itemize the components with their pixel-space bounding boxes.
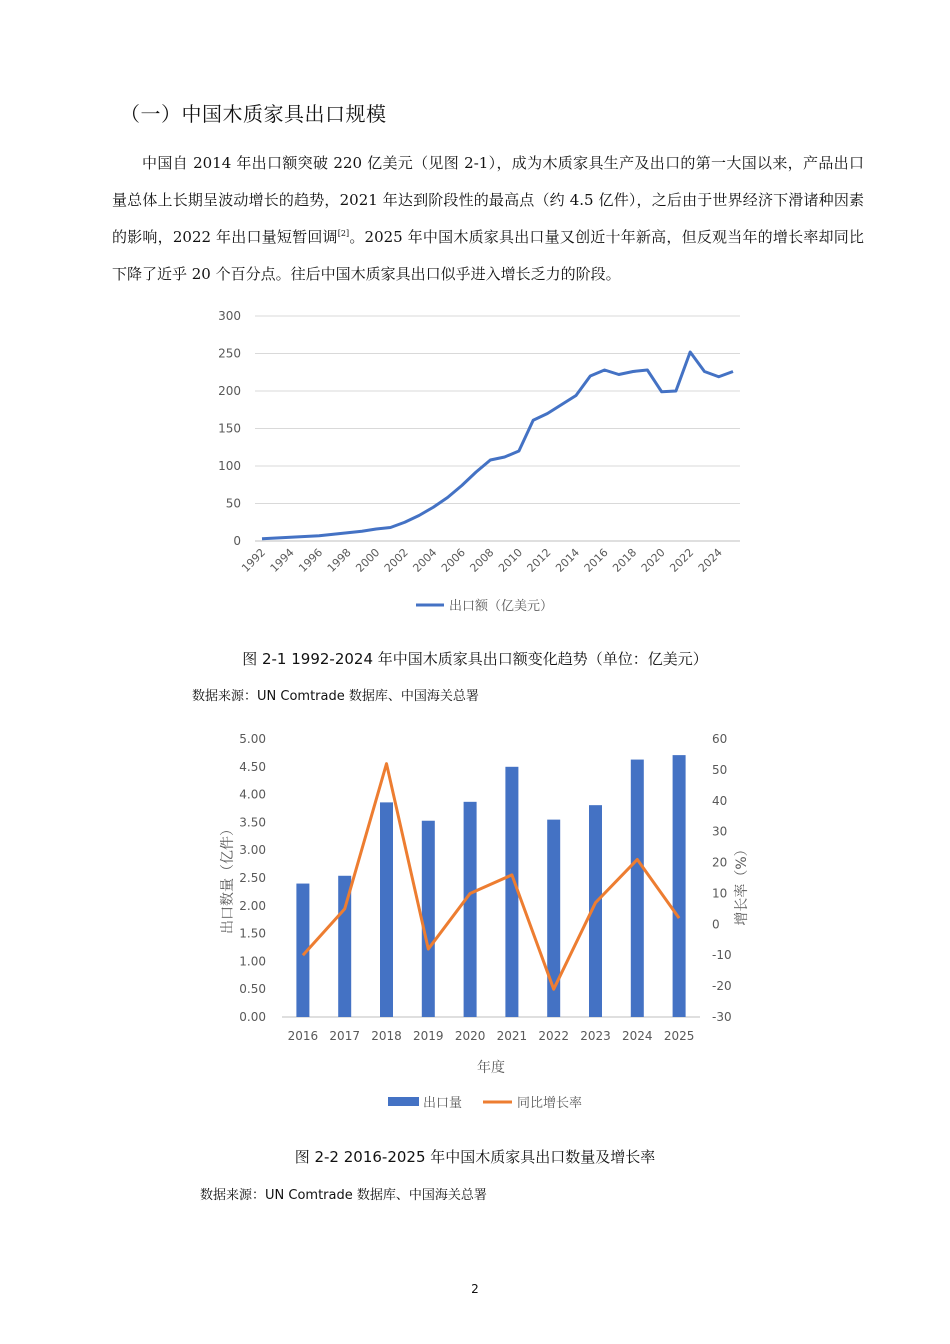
x-axis-title: 年度	[477, 1060, 505, 1076]
figure1-source: 数据来源：UN Comtrade 数据库、中国海关总署	[192, 689, 479, 704]
y-right-tick-label: -20	[712, 979, 732, 994]
x-tick-label: 2002	[381, 545, 411, 575]
x-tick-label: 1992	[239, 545, 269, 575]
y-right-tick-label: 60	[712, 732, 728, 746]
section-heading: （一）中国木质家具出口规模	[120, 102, 387, 126]
x-tick-label: 2022	[667, 545, 697, 575]
x-tick-label: 2023	[580, 1029, 611, 1043]
bar-export-quantity	[464, 802, 477, 1017]
x-tick-label: 2021	[496, 1029, 528, 1043]
y-right-tick-label: 0	[712, 917, 720, 932]
bar-export-quantity	[673, 755, 686, 1017]
y-right-tick-label: -10	[712, 948, 732, 963]
x-tick-label: 2010	[496, 545, 526, 575]
x-tick-label: 2018	[610, 545, 640, 575]
y-right-tick-label: 30	[712, 824, 728, 839]
y-left-tick-label: 2.50	[239, 871, 266, 885]
page-number: 2	[471, 1282, 479, 1296]
y-left-tick-label: 4.50	[239, 759, 266, 774]
x-tick-label: 2024	[622, 1029, 653, 1043]
x-tick-label: 2020	[638, 545, 668, 575]
y-left-tick-label: 1.00	[239, 954, 266, 969]
x-tick-label: 2020	[454, 1029, 486, 1043]
y-left-tick-label: 2.00	[239, 898, 266, 913]
x-tick-label: 2017	[329, 1029, 360, 1043]
x-tick-label: 2016	[581, 545, 611, 575]
y-tick-label: 300	[218, 309, 241, 323]
y-left-tick-label: 3.50	[239, 815, 266, 830]
y-left-tick-label: 1.50	[239, 926, 266, 941]
y-right-tick-label: 20	[712, 855, 728, 870]
y-right-tick-label: 40	[712, 793, 728, 808]
x-tick-label: 2014	[553, 545, 583, 575]
paragraph-text-2: 。2025 年中国木质家具出口量又创近十年新高，但反观当年的增长率却同比下降了近乎 20 个百分点。往后中国木质家具出口似乎进入增长乏力的阶段。	[112, 228, 864, 283]
x-tick-label: 1994	[267, 545, 297, 575]
x-tick-label: 1996	[296, 545, 326, 575]
legend-label-quantity: 出口量	[423, 1096, 463, 1111]
paragraph-text-1: 中国自 2014 年出口额突破 220 亿美元（见图 2-1），成为木质家具生产及出口的第一大国以来，产品出口量总体上长期呈波动增长的趋势，2021 年达到阶段性的最高点（约 4.5 亿件），之后由于世界经济下滑诸种因素的影响，2022 年出口量短暂回调	[112, 154, 864, 246]
y-tick-label: 0	[233, 534, 241, 548]
bar-export-quantity	[505, 767, 518, 1017]
y-left-tick-label: 0.50	[239, 982, 266, 997]
x-tick-label: 2016	[287, 1029, 319, 1043]
y-tick-label: 200	[218, 384, 241, 398]
x-tick-label: 2012	[524, 545, 554, 575]
y-right-tick-label: 50	[712, 762, 728, 777]
y-left-tick-label: 4.00	[239, 787, 266, 802]
y-left-tick-label: 3.00	[239, 843, 266, 858]
figure2-caption: 图 2-2 2016-2025 年中国木质家具出口数量及增长率	[294, 1148, 656, 1166]
x-tick-label: 1998	[324, 545, 354, 575]
x-tick-label: 2018	[371, 1029, 402, 1043]
bar-export-quantity	[422, 821, 435, 1017]
y-right-axis-title: 增长率（%）	[734, 842, 750, 926]
bar-export-quantity	[631, 760, 644, 1017]
series-line-growth-rate	[303, 764, 679, 989]
x-tick-label: 2004	[410, 545, 440, 575]
figure1-caption: 图 2-1 1992-2024 年中国木质家具出口额变化趋势（单位：亿美元）	[242, 650, 708, 668]
x-tick-label: 2000	[353, 545, 383, 575]
x-tick-label: 2024	[695, 545, 725, 575]
y-tick-label: 250	[218, 346, 241, 361]
x-tick-label: 2019	[413, 1029, 444, 1043]
bar-export-quantity	[380, 802, 393, 1017]
x-tick-label: 2022	[538, 1029, 569, 1043]
legend-bar-icon	[388, 1097, 419, 1106]
y-left-axis-title: 出口数量（亿件）	[220, 822, 236, 934]
x-tick-label: 2025	[663, 1029, 695, 1043]
y-right-tick-label: -30	[712, 1010, 732, 1024]
y-left-tick-label: 5.00	[239, 732, 266, 746]
y-right-tick-label: 10	[712, 886, 728, 901]
y-tick-label: 150	[218, 421, 241, 436]
y-left-tick-label: 0.00	[239, 1010, 266, 1024]
x-tick-label: 2006	[438, 545, 468, 575]
legend-label-growth: 同比增长率	[517, 1096, 583, 1111]
legend-label: 出口额（亿美元）	[449, 599, 554, 614]
citation-ref[interactable]: [2]	[337, 229, 350, 238]
figure2-source: 数据来源：UN Comtrade 数据库、中国海关总署	[200, 1188, 487, 1203]
y-tick-label: 50	[225, 496, 241, 511]
y-tick-label: 100	[218, 459, 241, 473]
x-tick-label: 2008	[467, 545, 497, 575]
